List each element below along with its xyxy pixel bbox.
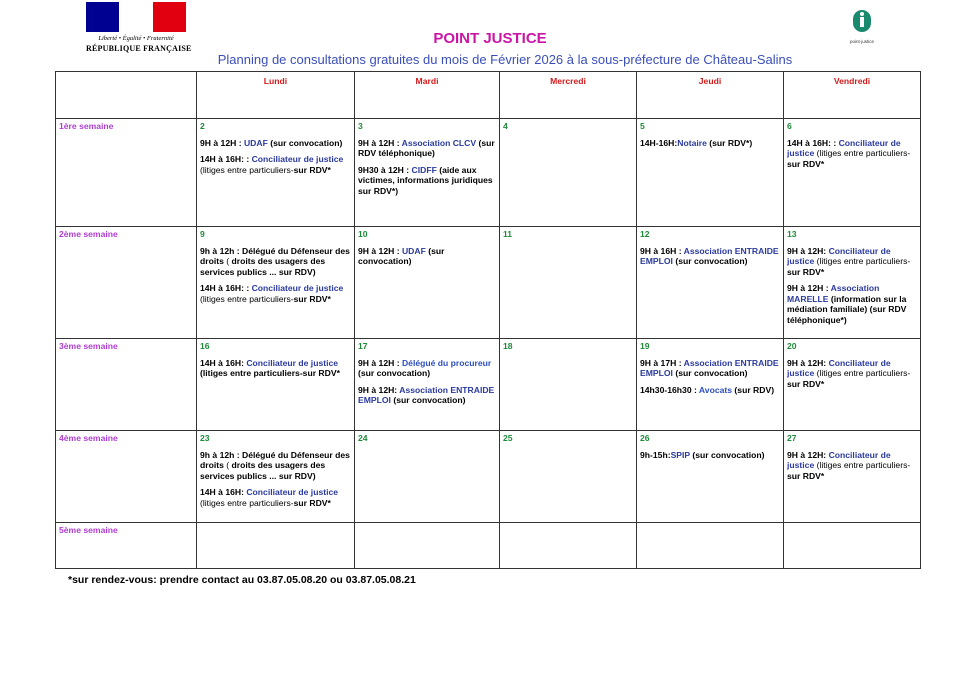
day-header-lundi: Lundi: [197, 72, 355, 119]
service-name: Conciliateur de justice: [251, 283, 344, 293]
day-cell: [500, 523, 637, 569]
day-cell: [197, 119, 355, 227]
date-number: 18: [503, 341, 513, 351]
date-number: 5: [640, 121, 645, 131]
week-label: 4ème semaine: [56, 431, 197, 523]
point-justice-logo-label: point·justice: [849, 39, 874, 44]
date-number: 12: [640, 229, 650, 239]
day-header-vendredi: Vendredi: [784, 72, 921, 119]
day-cell: [637, 227, 784, 339]
service-name: Conciliateur de justice: [787, 137, 901, 158]
day-cell: [500, 119, 637, 227]
appointment-entry: 9h à 12h : Délégué du Défenseur des droits ( droits des usagers des services publics ... sur RDV): [200, 449, 350, 481]
appointment-entry: 9H à 16H : Association ENTRAIDE EMPLOI (sur convocation): [640, 245, 779, 266]
day-cell: [784, 119, 921, 227]
service-name: Association ENTRAIDE EMPLOI: [358, 384, 495, 405]
week-row: [56, 339, 921, 431]
day-cell: [355, 119, 500, 227]
day-cell: [784, 523, 921, 569]
date-number: 3: [358, 121, 363, 131]
day-cell: [500, 339, 637, 431]
service-name: Association ENTRAIDE EMPLOI: [640, 357, 779, 378]
date-number: 10: [358, 229, 368, 239]
service-name: Conciliateur de justice: [787, 449, 891, 470]
day-cell: [355, 339, 500, 431]
day-cell: [500, 227, 637, 339]
corner-cell: [56, 72, 197, 119]
appointment-entry: 9H à 12H: Conciliateur de justice (litiges entre particuliers-sur RDV*: [787, 245, 911, 277]
service-name: Conciliateur de justice: [246, 487, 339, 497]
week-row: [56, 119, 921, 227]
service-name: Association MARELLE: [787, 283, 880, 304]
appointment-entry: 14H à 16H: Conciliateur de justice (litiges entre particuliers-sur RDV*: [200, 357, 340, 378]
day-cell: [197, 431, 355, 523]
service-name: CIDFF: [411, 164, 437, 175]
day-header-jeudi: Jeudi: [637, 72, 784, 119]
week-label: 3ème semaine: [56, 339, 197, 431]
date-number: 26: [640, 433, 650, 443]
footer-note: *sur rendez-vous: prendre contact au 03.87.05.08.20 ou 03.87.05.08.21: [68, 574, 416, 586]
appointment-entry: 9H à 12H : Délégué du procureur (sur convocation): [358, 357, 492, 378]
date-number: 4: [503, 121, 508, 131]
appointment-entry: 9H à 12H: Conciliateur de justice (litiges entre particuliers-sur RDV*: [787, 449, 911, 481]
day-cell: [637, 119, 784, 227]
week-label: 2ème semaine: [56, 227, 197, 339]
page-title: POINT JUSTICE: [433, 30, 547, 47]
day-cell: [355, 523, 500, 569]
appointment-entry: 9H à 12H : UDAF (sur convocation): [200, 137, 343, 148]
day-cell: [355, 227, 500, 339]
day-header-mercredi: Mercredi: [500, 72, 637, 119]
service-name: UDAF: [401, 245, 426, 256]
week-row: [56, 431, 921, 523]
day-cell: [637, 431, 784, 523]
service-name: UDAF: [243, 137, 268, 148]
service-name: Conciliateur de justice: [787, 245, 891, 266]
appointment-entry: 9H à 12H: Conciliateur de justice (litiges entre particuliers-sur RDV*: [787, 357, 911, 389]
date-number: 27: [787, 433, 797, 443]
appointment-entry: 9H30 à 12H : CIDFF (aide aux victimes, informations juridiques sur RDV*): [358, 164, 493, 196]
appointment-entry: 9H à 12H : Association MARELLE (information sur la médiation familiale) (sur RDV téléphonique*): [787, 283, 907, 325]
week-label: 1ère semaine: [56, 119, 197, 227]
day-cell: [784, 431, 921, 523]
day-cell: [637, 339, 784, 431]
day-cell: [355, 431, 500, 523]
date-number: 17: [358, 341, 368, 351]
appointment-entry: 14H-16H:Notaire (sur RDV*): [640, 137, 753, 148]
day-cell: [784, 339, 921, 431]
date-number: 6: [787, 121, 792, 131]
service-name: Association CLCV: [401, 137, 477, 148]
date-number: 2: [200, 121, 205, 131]
service-name: Conciliateur de justice: [787, 357, 891, 378]
day-cell: [197, 339, 355, 431]
appointment-entry: 9H à 17H : Association ENTRAIDE EMPLOI (sur convocation): [640, 357, 779, 378]
date-number: 19: [640, 341, 650, 351]
service-name: Avocats: [698, 384, 733, 395]
schedule-table: [55, 71, 921, 569]
appointment-entry: 9H à 12H : Association CLCV (sur RDV téléphonique): [358, 137, 495, 158]
day-header-mardi: Mardi: [355, 72, 500, 119]
appointment-entry: 9H à 12H : UDAF (sur convocation): [358, 245, 445, 266]
day-cell: [197, 227, 355, 339]
rf-name: RÉPUBLIQUE FRANÇAISE: [86, 44, 192, 53]
service-name: Délégué du procureur: [401, 357, 492, 368]
appointment-entry: 14H à 16H: : Conciliateur de justice (litiges entre particuliers-sur RDV*: [200, 154, 344, 175]
service-name: Notaire: [677, 137, 707, 148]
day-cell: [637, 523, 784, 569]
service-name: Association ENTRAIDE EMPLOI: [640, 245, 779, 266]
appointment-entry: 14h30-16h30 : Avocats (sur RDV): [640, 384, 775, 395]
date-number: 23: [200, 433, 210, 443]
date-number: 16: [200, 341, 210, 351]
service-name: Conciliateur de justice: [251, 154, 344, 164]
date-number: 9: [200, 229, 205, 239]
day-cell: [784, 227, 921, 339]
week-row: [56, 523, 921, 569]
day-cell: [500, 431, 637, 523]
marianne-flag-icon: [86, 2, 186, 32]
week-row: [56, 227, 921, 339]
appointment-entry: 9h-15h:SPIP (sur convocation): [640, 449, 765, 460]
date-number: 24: [358, 433, 368, 443]
service-name: SPIP: [670, 449, 690, 460]
date-number: 20: [787, 341, 797, 351]
week-label: 5ème semaine: [56, 523, 197, 569]
service-name: Conciliateur de justice: [246, 357, 339, 368]
date-number: 25: [503, 433, 513, 443]
page-subtitle: Planning de consultations gratuites du mois de Février 2026 à la sous-préfecture de Château-Salins: [217, 52, 793, 67]
date-number: 13: [787, 229, 797, 239]
appointment-entry: 9H à 12H: Association ENTRAIDE EMPLOI (sur convocation): [358, 384, 495, 405]
appointment-entry: 9h à 12h : Délégué du Défenseur des droits ( droits des usagers des services publics ... sur RDV): [200, 245, 350, 277]
day-header-row: [56, 72, 921, 119]
day-cell: [197, 523, 355, 569]
point-justice-icon: [853, 10, 871, 32]
schedule-body: [56, 119, 921, 569]
appointment-entry: 14H à 16H: Conciliateur de justice (litiges entre particuliers-sur RDV*: [200, 487, 339, 508]
appointment-entry: 14H à 16H: : Conciliateur de justice (litiges entre particuliers-sur RDV*: [200, 283, 344, 304]
date-number: 11: [503, 229, 513, 239]
appointment-entry: 14H à 16H: : Conciliateur de justice (litiges entre particuliers-sur RDV*: [787, 137, 911, 169]
rf-motto: Liberté • Égalité • Fraternité: [98, 35, 174, 42]
